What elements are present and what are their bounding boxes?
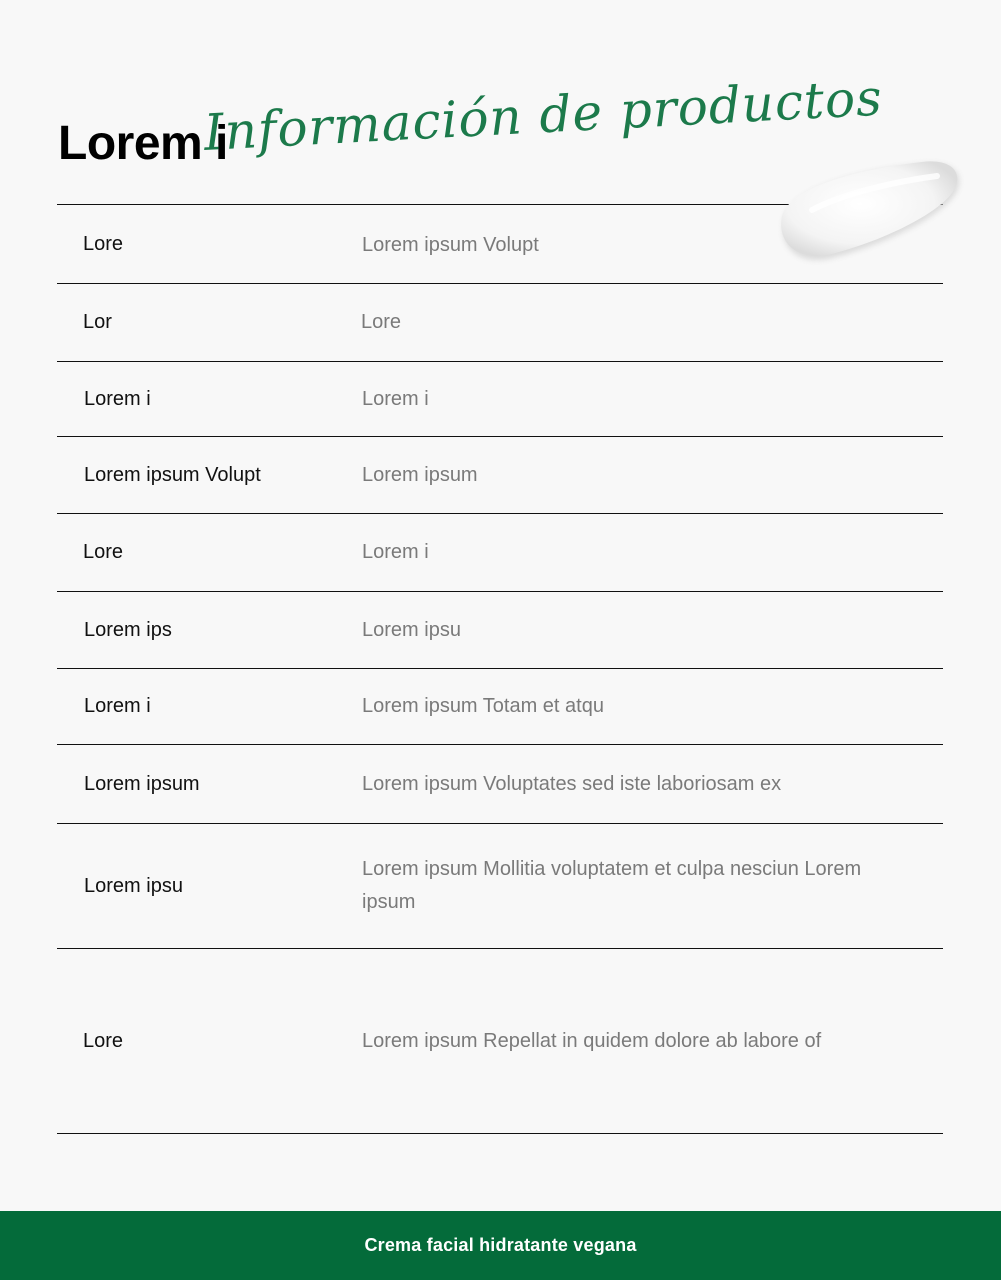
title-script: Información de productos xyxy=(202,68,885,162)
row-label: Lorem i xyxy=(84,387,151,410)
row-value: Lorem ipsum xyxy=(362,463,478,486)
row-label: Lorem i xyxy=(84,695,151,717)
row-label: Lorem ipsum xyxy=(84,772,200,795)
row-value: Lorem ipsum Volupt xyxy=(362,234,539,256)
row-value: Lore xyxy=(361,311,402,333)
row-label: Lorem ips xyxy=(84,618,172,641)
row-label: Lorem ipsu xyxy=(84,874,183,897)
row-value: Lorem ipsu xyxy=(362,618,461,641)
page-title xyxy=(58,68,885,196)
title-main: Lorem i xyxy=(58,117,228,170)
table-row xyxy=(57,361,943,436)
table-row xyxy=(57,436,943,513)
row-value: Lorem ipsum Totam et atqu xyxy=(362,695,604,717)
cream-swatch-image xyxy=(772,150,972,280)
row-value: Lorem ipsum Repellat in quidem dolore ab labore of xyxy=(362,1029,822,1052)
row-label: Lorem ipsum Volupt xyxy=(84,463,261,486)
table-row xyxy=(57,823,943,948)
row-label: Lore xyxy=(83,1029,124,1052)
row-label: Lore xyxy=(83,232,124,255)
table-row xyxy=(57,591,943,668)
row-label: Lore xyxy=(83,541,124,563)
table-row xyxy=(57,283,943,361)
row-label: Lor xyxy=(83,311,112,333)
footer-bar xyxy=(0,1211,1001,1280)
row-value: Lorem i xyxy=(362,541,429,563)
table-row xyxy=(57,948,943,1134)
footer-text: Crema facial hidratante vegana xyxy=(364,1235,637,1255)
row-value: Lorem ipsum Voluptates sed iste laboriosam ex xyxy=(362,772,782,795)
table-row xyxy=(57,668,943,744)
row-value: Lorem i xyxy=(362,387,429,410)
row-value: Lorem ipsum Mollitia voluptatem et culpa nesciun Lorem ipsum xyxy=(362,858,862,913)
table-row xyxy=(57,744,943,823)
table-row xyxy=(57,513,943,591)
